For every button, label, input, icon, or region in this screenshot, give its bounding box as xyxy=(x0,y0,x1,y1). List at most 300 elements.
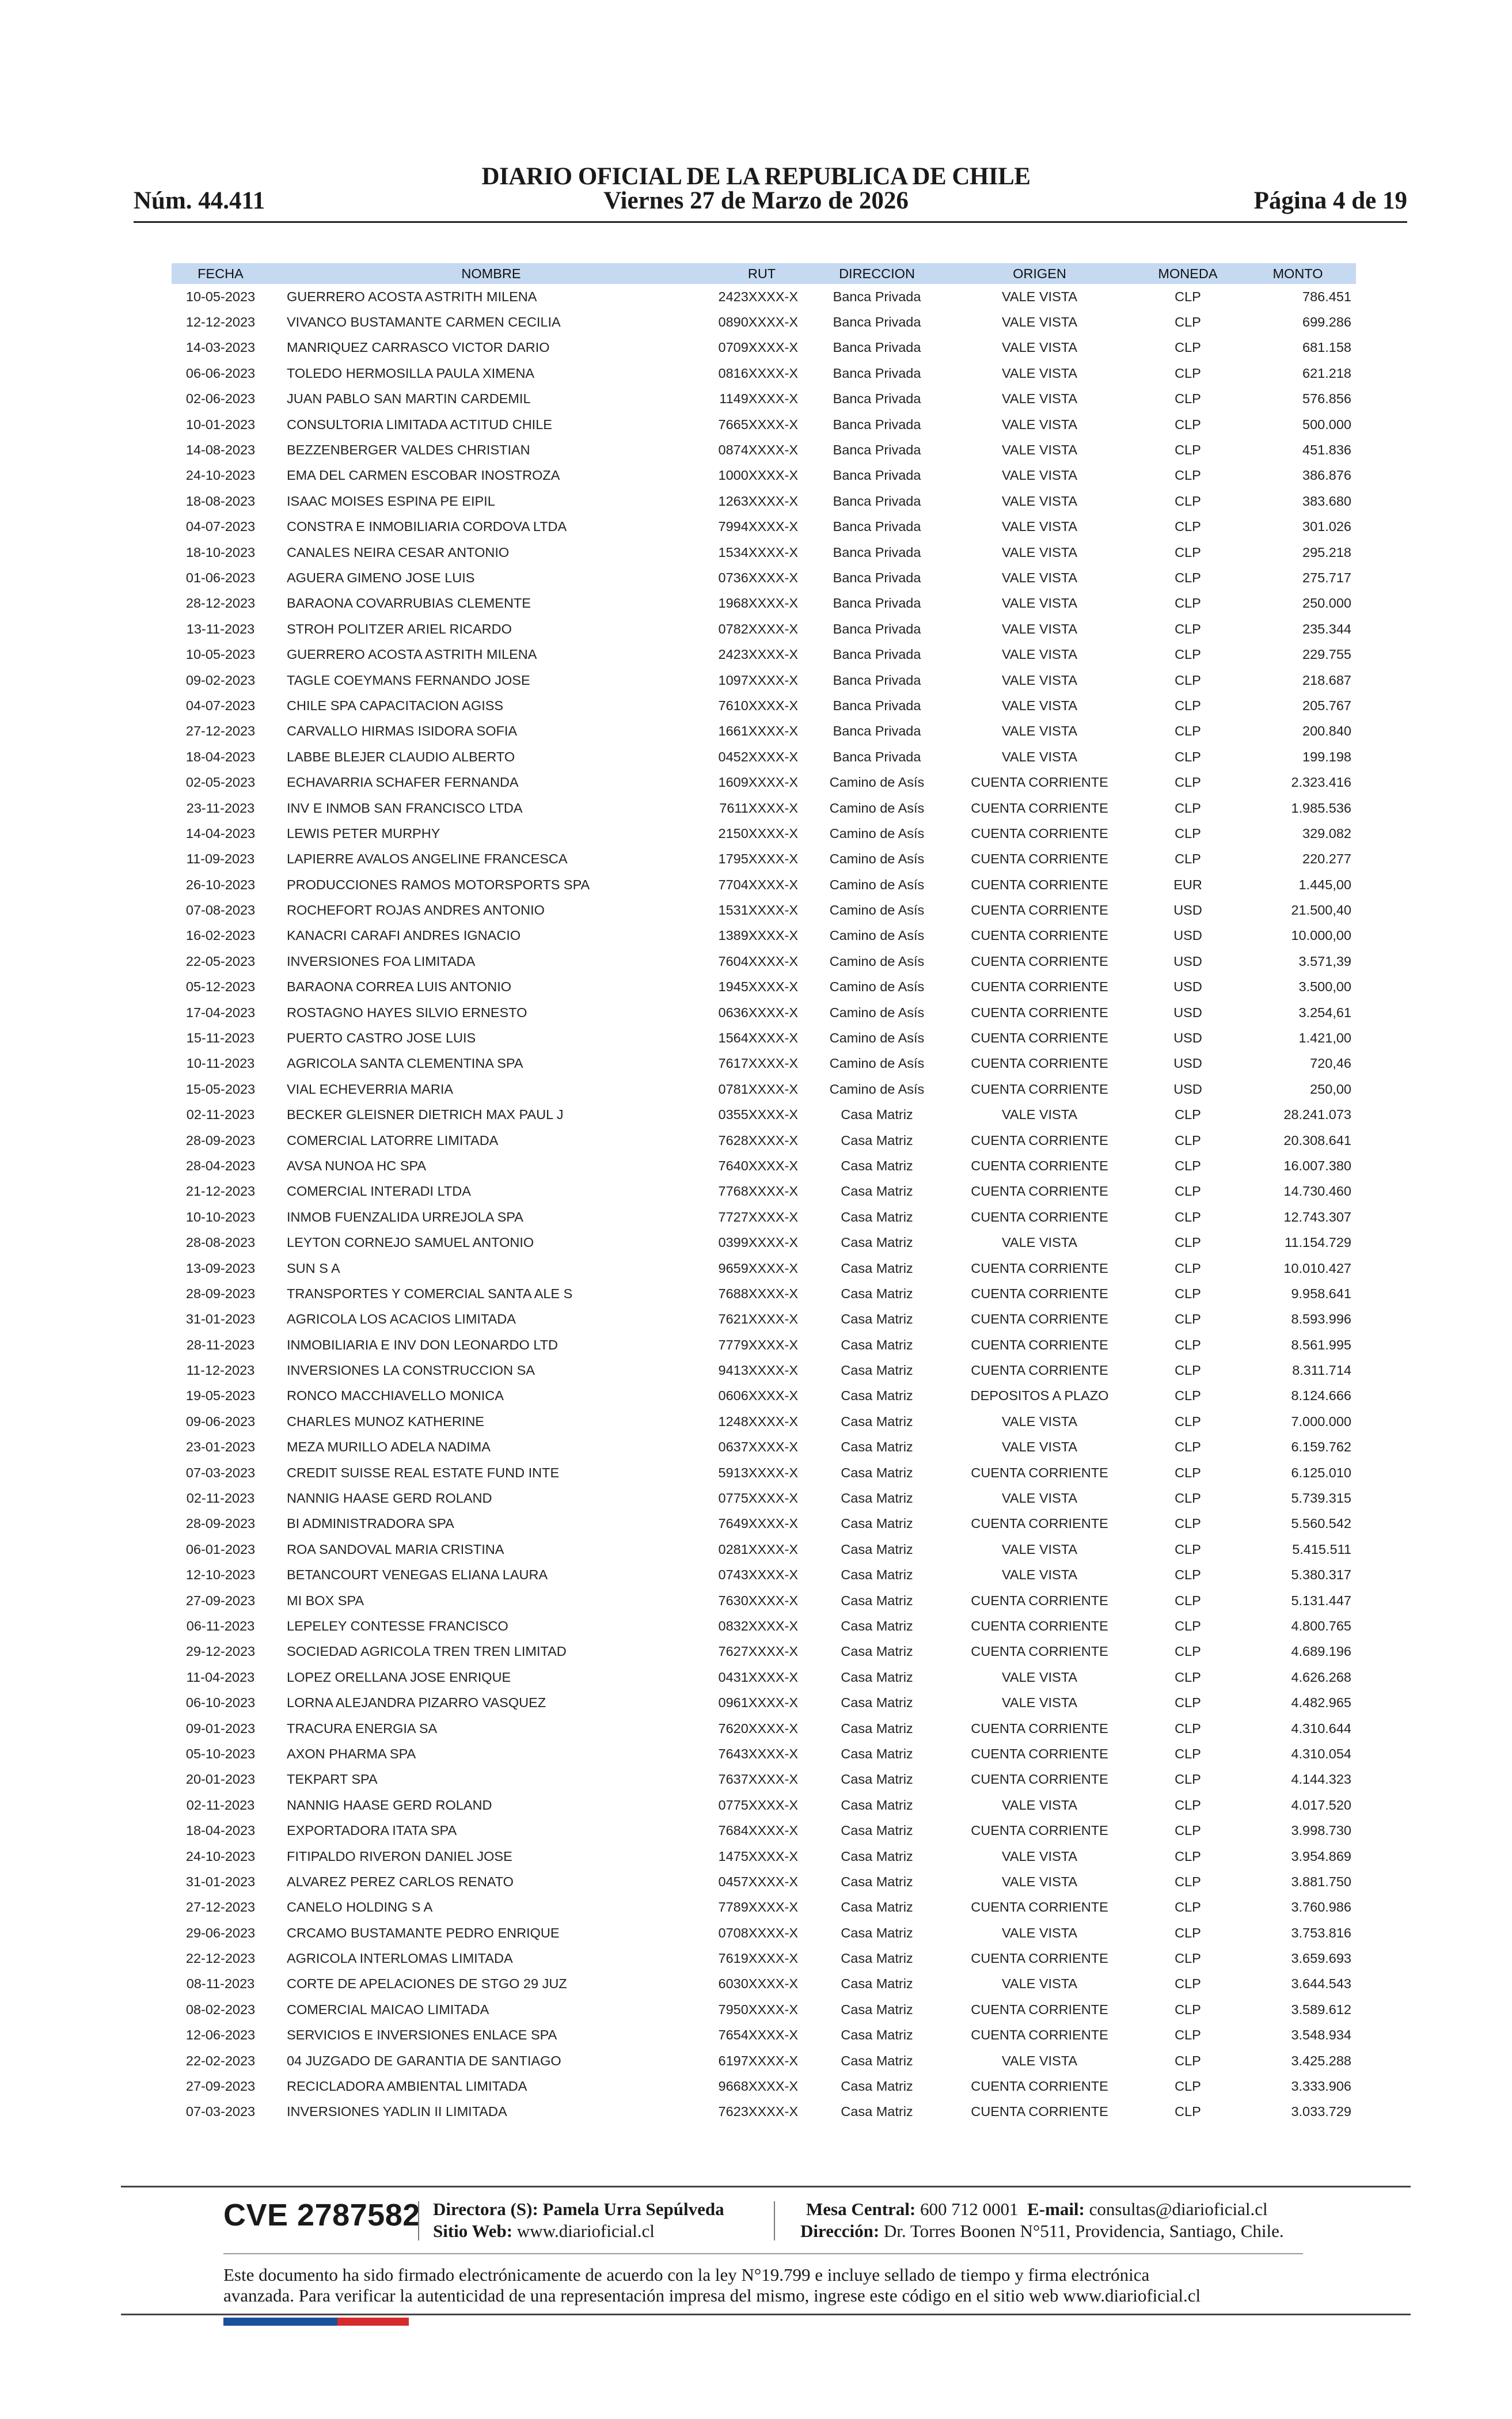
cell-origen: VALE VISTA xyxy=(1001,314,1078,330)
table-row xyxy=(172,1511,1356,1537)
cell-moneda: CLP xyxy=(1175,1465,1201,1480)
cell-origen: CUENTA CORRIENTE xyxy=(971,1516,1108,1531)
cell-direccion: Casa Matriz xyxy=(841,2001,913,2017)
table-row xyxy=(172,1153,1356,1178)
cell-nombre: PRODUCCIONES RAMOS MOTORSPORTS SPA xyxy=(287,877,590,892)
cell-direccion: Banca Privada xyxy=(833,289,921,304)
table-row xyxy=(172,821,1356,846)
column-header-rut: RUT xyxy=(747,266,776,281)
cell-monto: 301.026 xyxy=(1302,519,1351,534)
cell-monto: 3.425.288 xyxy=(1291,2053,1351,2068)
cell-direccion: Camino de Asís xyxy=(829,851,925,867)
table-row xyxy=(172,642,1356,667)
cell-direccion: Casa Matriz xyxy=(841,1311,913,1327)
cell-monto: 576.856 xyxy=(1302,391,1351,407)
cell-direccion: Banca Privada xyxy=(833,647,921,662)
cell-fecha: 02-05-2023 xyxy=(185,775,256,790)
cell-fecha: 05-12-2023 xyxy=(185,979,256,995)
cell-direccion: Banca Privada xyxy=(833,519,921,534)
cell-origen: CUENTA CORRIENTE xyxy=(971,928,1108,943)
cell-moneda: CLP xyxy=(1175,1772,1201,1787)
cell-origen: VALE VISTA xyxy=(1001,697,1078,713)
cell-origen: VALE VISTA xyxy=(1001,1235,1078,1250)
cell-rut: 7789XXXX-X xyxy=(718,1899,798,1915)
header-divider xyxy=(134,221,1407,223)
cell-rut: 7704XXXX-X xyxy=(718,877,798,892)
cell-nombre: AGUERA GIMENO JOSE LUIS xyxy=(287,570,475,585)
cell-origen: VALE VISTA xyxy=(1001,365,1078,381)
cell-direccion: Casa Matriz xyxy=(841,1618,913,1633)
cell-fecha: 13-09-2023 xyxy=(185,1260,256,1276)
cell-fecha: 31-01-2023 xyxy=(185,1874,256,1889)
cell-monto: 220.277 xyxy=(1302,851,1351,867)
cell-rut: 0736XXXX-X xyxy=(718,570,798,585)
cell-nombre: CANELO HOLDING S A xyxy=(287,1899,433,1915)
cell-rut: 0637XXXX-X xyxy=(718,1439,798,1455)
cell-nombre: ISAAC MOISES ESPINA PE EIPIL xyxy=(287,493,495,509)
table-row xyxy=(172,847,1356,872)
table-row xyxy=(172,923,1356,949)
directora-name: Pamela Urra Sepúlveda xyxy=(542,2199,724,2219)
cell-fecha: 17-04-2023 xyxy=(185,1004,256,1020)
cell-moneda: CLP xyxy=(1175,1260,1201,1276)
cell-direccion: Camino de Asís xyxy=(829,825,925,841)
cell-rut: 0281XXXX-X xyxy=(718,1541,798,1557)
cell-fecha: 14-08-2023 xyxy=(185,442,256,458)
cell-fecha: 02-11-2023 xyxy=(186,1491,255,1506)
cell-monto: 383.680 xyxy=(1302,493,1351,509)
directora-label: Directora (S): xyxy=(433,2199,538,2219)
cell-fecha: 28-12-2023 xyxy=(185,596,256,611)
cell-monto: 3.881.750 xyxy=(1291,1874,1351,1889)
cell-rut: 0781XXXX-X xyxy=(718,1081,798,1097)
table-row xyxy=(172,1256,1356,1281)
cell-nombre: CREDIT SUISSE REAL ESTATE FUND INTE xyxy=(287,1465,560,1480)
cell-fecha: 11-12-2023 xyxy=(186,1363,255,1378)
table-row xyxy=(172,1358,1356,1383)
footer-address xyxy=(800,2221,1284,2242)
table-row xyxy=(172,1409,1356,1434)
cell-fecha: 12-12-2023 xyxy=(185,314,256,330)
cell-nombre: MANRIQUEZ CARRASCO VICTOR DARIO xyxy=(287,340,550,355)
cell-moneda: CLP xyxy=(1175,1925,1201,1940)
cell-fecha: 10-01-2023 xyxy=(185,416,256,432)
cell-monto: 14.730.460 xyxy=(1283,1184,1351,1199)
cell-fecha: 13-11-2023 xyxy=(186,621,255,636)
cell-moneda: CLP xyxy=(1175,314,1201,330)
cell-monto: 8.561.995 xyxy=(1291,1337,1351,1352)
cell-rut: 1149XXXX-X xyxy=(719,391,798,407)
cell-rut: 1475XXXX-X xyxy=(718,1848,798,1864)
cell-moneda: CLP xyxy=(1175,800,1201,816)
cell-fecha: 29-06-2023 xyxy=(185,1925,256,1940)
cell-moneda: CLP xyxy=(1175,1158,1201,1173)
table-row xyxy=(172,1716,1356,1741)
table-row xyxy=(172,437,1356,462)
cell-nombre: BARAONA CORREA LUIS ANTONIO xyxy=(287,979,512,995)
column-header-nombre: NOMBRE xyxy=(461,266,521,281)
cell-origen: CUENTA CORRIENTE xyxy=(971,979,1108,995)
table-row xyxy=(172,1690,1356,1715)
cell-monto: 4.144.323 xyxy=(1291,1772,1351,1787)
cell-rut: 5913XXXX-X xyxy=(718,1465,798,1480)
cell-origen: DEPOSITOS A PLAZO xyxy=(970,1388,1109,1404)
table-row xyxy=(172,1971,1356,1997)
cell-moneda: CLP xyxy=(1175,1644,1201,1659)
table-row xyxy=(172,1613,1356,1639)
cell-moneda: CLP xyxy=(1175,1413,1201,1429)
cell-rut: 7688XXXX-X xyxy=(718,1286,798,1301)
table-row xyxy=(172,897,1356,923)
cell-origen: CUENTA CORRIENTE xyxy=(971,1951,1108,1966)
cell-fecha: 24-10-2023 xyxy=(185,1848,256,1864)
cell-origen: CUENTA CORRIENTE xyxy=(971,1260,1108,1276)
cell-moneda: CLP xyxy=(1175,2027,1201,2043)
cell-fecha: 11-09-2023 xyxy=(186,851,255,867)
cell-fecha: 11-04-2023 xyxy=(186,1669,255,1685)
table-row xyxy=(172,335,1356,361)
cell-rut: 1248XXXX-X xyxy=(718,1413,798,1429)
website-link[interactable]: www.diarioficial.cl xyxy=(516,2221,655,2241)
table-row xyxy=(172,309,1356,335)
cell-rut: 0743XXXX-X xyxy=(718,1567,798,1583)
cell-direccion: Casa Matriz xyxy=(841,1491,913,1506)
cell-nombre: FITIPALDO RIVERON DANIEL JOSE xyxy=(287,1848,512,1864)
table-row xyxy=(172,1051,1356,1076)
cell-direccion: Casa Matriz xyxy=(841,1848,913,1864)
cell-moneda: CLP xyxy=(1175,289,1201,304)
cell-fecha: 26-10-2023 xyxy=(185,877,256,892)
cell-nombre: CONSTRA E INMOBILIARIA CORDOVA LTDA xyxy=(287,519,567,534)
cell-monto: 3.571,39 xyxy=(1298,953,1351,969)
cell-origen: CUENTA CORRIENTE xyxy=(971,1030,1108,1046)
cell-nombre: CHILE SPA CAPACITACION AGISS xyxy=(287,697,504,713)
cell-direccion: Banca Privada xyxy=(833,697,921,713)
email-label: E-mail: xyxy=(1027,2199,1085,2219)
cell-monto: 250.000 xyxy=(1302,596,1351,611)
cell-direccion: Casa Matriz xyxy=(841,1874,913,1889)
cell-direccion: Casa Matriz xyxy=(841,1695,913,1711)
accounts-table-container xyxy=(172,263,1356,2125)
cell-origen: CUENTA CORRIENTE xyxy=(971,825,1108,841)
cell-fecha: 27-09-2023 xyxy=(185,2079,256,2094)
cell-fecha: 18-04-2023 xyxy=(185,1823,256,1838)
cell-direccion: Casa Matriz xyxy=(841,1413,913,1429)
cell-rut: 7617XXXX-X xyxy=(718,1056,798,1071)
cell-monto: 8.311.714 xyxy=(1292,1363,1351,1378)
cell-fecha: 29-12-2023 xyxy=(185,1644,256,1659)
cell-origen: VALE VISTA xyxy=(1001,672,1078,688)
cell-monto: 5.131.447 xyxy=(1291,1593,1351,1608)
cell-moneda: CLP xyxy=(1175,1669,1201,1685)
cell-fecha: 06-01-2023 xyxy=(185,1541,256,1557)
cell-moneda: CLP xyxy=(1175,1823,1201,1838)
cell-fecha: 10-05-2023 xyxy=(185,647,256,662)
cell-rut: 9659XXXX-X xyxy=(718,1260,798,1276)
cell-fecha: 02-06-2023 xyxy=(185,391,256,407)
footer-separator xyxy=(774,2201,775,2240)
cell-moneda: USD xyxy=(1173,1030,1202,1046)
email-link[interactable]: consultas@diarioficial.cl xyxy=(1089,2199,1268,2219)
cell-fecha: 07-03-2023 xyxy=(185,2104,256,2120)
cell-direccion: Camino de Asís xyxy=(829,1030,925,1046)
column-header-direccion: DIRECCION xyxy=(839,266,915,281)
cell-origen: CUENTA CORRIENTE xyxy=(971,1337,1108,1352)
cell-origen: VALE VISTA xyxy=(1001,442,1078,458)
cell-monto: 1.445,00 xyxy=(1298,877,1351,892)
cell-moneda: CLP xyxy=(1175,1899,1201,1915)
cell-origen: CUENTA CORRIENTE xyxy=(971,1056,1108,1071)
cell-monto: 4.310.644 xyxy=(1291,1720,1351,1736)
table-row xyxy=(172,2073,1356,2099)
cell-moneda: CLP xyxy=(1175,1439,1201,1455)
cell-monto: 295.218 xyxy=(1302,544,1351,560)
cell-moneda: USD xyxy=(1173,1081,1202,1097)
cell-direccion: Casa Matriz xyxy=(841,1516,913,1531)
cell-rut: 2423XXXX-X xyxy=(718,647,798,662)
cell-origen: CUENTA CORRIENTE xyxy=(971,1465,1108,1480)
cell-nombre: INVERSIONES LA CONSTRUCCION SA xyxy=(287,1363,535,1378)
publication-title: DIARIO OFICIAL DE LA REPUBLICA DE CHILE xyxy=(481,163,1031,190)
cell-monto: 21.500,40 xyxy=(1291,903,1351,918)
cell-moneda: USD xyxy=(1173,1004,1202,1020)
cell-nombre: BECKER GLEISNER DIETRICH MAX PAUL J xyxy=(287,1107,564,1123)
cell-nombre: ROCHEFORT ROJAS ANDRES ANTONIO xyxy=(287,903,545,918)
table-row xyxy=(172,1588,1356,1613)
table-row xyxy=(172,1332,1356,1358)
table-row xyxy=(172,1563,1356,1588)
cell-direccion: Casa Matriz xyxy=(841,1823,913,1838)
table-row xyxy=(172,1767,1356,1792)
cell-origen: CUENTA CORRIENTE xyxy=(971,1158,1108,1173)
cell-rut: 7665XXXX-X xyxy=(718,416,798,432)
cell-origen: CUENTA CORRIENTE xyxy=(971,903,1108,918)
cell-monto: 3.333.906 xyxy=(1291,2079,1351,2094)
cell-rut: 0832XXXX-X xyxy=(718,1618,798,1633)
cell-moneda: USD xyxy=(1173,979,1202,995)
table-row xyxy=(172,1844,1356,1869)
cell-origen: VALE VISTA xyxy=(1001,1695,1078,1711)
cell-origen: VALE VISTA xyxy=(1001,1797,1078,1813)
cell-fecha: 18-10-2023 xyxy=(185,544,256,560)
table-header-row xyxy=(172,263,1356,284)
cell-moneda: CLP xyxy=(1175,442,1201,458)
cell-monto: 3.644.543 xyxy=(1291,1976,1351,1992)
cell-fecha: 05-10-2023 xyxy=(185,1746,256,1761)
cell-origen: CUENTA CORRIENTE xyxy=(971,877,1108,892)
cell-direccion: Banca Privada xyxy=(833,314,921,330)
cell-monto: 229.755 xyxy=(1302,647,1351,662)
cell-direccion: Banca Privada xyxy=(833,493,921,509)
cell-fecha: 22-02-2023 xyxy=(185,2053,256,2068)
cell-nombre: TOLEDO HERMOSILLA PAULA XIMENA xyxy=(287,365,535,381)
cell-moneda: CLP xyxy=(1175,825,1201,841)
flag-stripe-blue xyxy=(223,2318,337,2326)
cell-nombre: INMOB FUENZALIDA URREJOLA SPA xyxy=(287,1209,523,1224)
cell-nombre: AGRICOLA SANTA CLEMENTINA SPA xyxy=(287,1056,523,1071)
cell-rut: 7611XXXX-X xyxy=(719,800,798,816)
table-row xyxy=(172,795,1356,821)
cell-nombre: NANNIG HAASE GERD ROLAND xyxy=(287,1491,492,1506)
cell-moneda: CLP xyxy=(1175,519,1201,534)
cell-origen: CUENTA CORRIENTE xyxy=(971,1720,1108,1736)
cell-monto: 3.659.693 xyxy=(1291,1951,1351,1966)
cell-moneda: CLP xyxy=(1175,1388,1201,1404)
cell-origen: VALE VISTA xyxy=(1001,1848,1078,1864)
cell-monto: 1.985.536 xyxy=(1291,800,1351,816)
cell-moneda: CLP xyxy=(1175,1976,1201,1992)
cell-origen: VALE VISTA xyxy=(1001,2053,1078,2068)
cell-rut: 0452XXXX-X xyxy=(718,749,798,764)
accounts-table xyxy=(172,263,1356,2125)
cell-rut: 9668XXXX-X xyxy=(718,2079,798,2094)
cell-nombre: COMERCIAL MAICAO LIMITADA xyxy=(287,2001,489,2017)
cell-rut: 0782XXXX-X xyxy=(718,621,798,636)
cell-origen: VALE VISTA xyxy=(1001,596,1078,611)
cell-moneda: CLP xyxy=(1175,468,1201,483)
website-label: Sitio Web: xyxy=(433,2221,513,2241)
cell-nombre: GUERRERO ACOSTA ASTRITH MILENA xyxy=(287,647,537,662)
cell-fecha: 14-03-2023 xyxy=(185,340,256,355)
cell-rut: 7621XXXX-X xyxy=(718,1311,798,1327)
cell-fecha: 28-04-2023 xyxy=(185,1158,256,1173)
cell-monto: 720,46 xyxy=(1310,1056,1351,1071)
cell-moneda: CLP xyxy=(1175,1337,1201,1352)
cell-origen: CUENTA CORRIENTE xyxy=(971,1286,1108,1301)
cell-origen: VALE VISTA xyxy=(1001,723,1078,739)
cell-direccion: Casa Matriz xyxy=(841,1235,913,1250)
cell-fecha: 15-05-2023 xyxy=(185,1081,256,1097)
table-row xyxy=(172,591,1356,616)
cell-nombre: INV E INMOB SAN FRANCISCO LTDA xyxy=(287,800,523,816)
cell-direccion: Camino de Asís xyxy=(829,775,925,790)
cell-moneda: USD xyxy=(1173,1056,1202,1071)
cell-nombre: CORTE DE APELACIONES DE STGO 29 JUZ xyxy=(287,1976,567,1992)
cell-fecha: 10-05-2023 xyxy=(185,289,256,304)
cell-rut: 1097XXXX-X xyxy=(718,672,798,688)
cell-monto: 235.344 xyxy=(1302,621,1351,636)
cell-monto: 699.286 xyxy=(1302,314,1351,330)
cell-nombre: BEZZENBERGER VALDES CHRISTIAN xyxy=(287,442,530,458)
cell-fecha: 24-10-2023 xyxy=(185,468,256,483)
cell-origen: VALE VISTA xyxy=(1001,1541,1078,1557)
cell-nombre: BI ADMINISTRADORA SPA xyxy=(287,1516,454,1531)
cell-monto: 1.421,00 xyxy=(1298,1030,1351,1046)
cell-nombre: AXON PHARMA SPA xyxy=(287,1746,416,1761)
cell-rut: 7640XXXX-X xyxy=(718,1158,798,1173)
cell-origen: CUENTA CORRIENTE xyxy=(971,2079,1108,2094)
cell-moneda: EUR xyxy=(1173,877,1202,892)
cell-moneda: USD xyxy=(1173,928,1202,943)
cell-rut: 0816XXXX-X xyxy=(718,365,798,381)
cell-moneda: CLP xyxy=(1175,596,1201,611)
cell-monto: 275.717 xyxy=(1302,570,1351,585)
cell-rut: 7627XXXX-X xyxy=(718,1644,798,1659)
table-row xyxy=(172,1869,1356,1894)
cell-direccion: Banca Privada xyxy=(833,391,921,407)
cell-rut: 6197XXXX-X xyxy=(718,2053,798,2068)
cell-nombre: BETANCOURT VENEGAS ELIANA LAURA xyxy=(287,1567,548,1583)
cell-rut: 7779XXXX-X xyxy=(718,1337,798,1352)
cell-fecha: 27-12-2023 xyxy=(185,723,256,739)
cell-nombre: JUAN PABLO SAN MARTIN CARDEMIL xyxy=(287,391,531,407)
cell-direccion: Casa Matriz xyxy=(841,1720,913,1736)
cell-origen: CUENTA CORRIENTE xyxy=(971,1132,1108,1148)
cell-moneda: CLP xyxy=(1175,1491,1201,1506)
table-row xyxy=(172,668,1356,693)
cell-fecha: 23-01-2023 xyxy=(185,1439,256,1455)
cell-moneda: CLP xyxy=(1175,365,1201,381)
cell-monto: 3.753.816 xyxy=(1291,1925,1351,1940)
cell-monto: 451.836 xyxy=(1302,442,1351,458)
cell-fecha: 09-06-2023 xyxy=(185,1413,256,1429)
cell-monto: 3.998.730 xyxy=(1291,1823,1351,1838)
table-row xyxy=(172,1460,1356,1485)
cell-nombre: LABBE BLEJER CLAUDIO ALBERTO xyxy=(287,749,515,764)
cell-direccion: Casa Matriz xyxy=(841,1567,913,1583)
cell-monto: 12.743.307 xyxy=(1283,1209,1351,1224)
cell-rut: 1531XXXX-X xyxy=(718,903,798,918)
cell-rut: 1000XXXX-X xyxy=(718,468,798,483)
cell-origen: VALE VISTA xyxy=(1001,749,1078,764)
cell-monto: 4.800.765 xyxy=(1291,1618,1351,1633)
cell-direccion: Camino de Asís xyxy=(829,979,925,995)
cell-monto: 5.415.511 xyxy=(1292,1541,1351,1557)
table-row xyxy=(172,1000,1356,1025)
table-row xyxy=(172,744,1356,769)
cell-nombre: AVSA NUNOA HC SPA xyxy=(287,1158,427,1173)
cell-fecha: 28-09-2023 xyxy=(185,1132,256,1148)
cell-rut: 0775XXXX-X xyxy=(718,1491,798,1506)
flag-stripe-red xyxy=(337,2318,409,2326)
cell-monto: 3.589.612 xyxy=(1291,2001,1351,2017)
cell-fecha: 18-04-2023 xyxy=(185,749,256,764)
cell-origen: VALE VISTA xyxy=(1001,1874,1078,1889)
table-row xyxy=(172,1102,1356,1128)
table-row xyxy=(172,2099,1356,2125)
table-row xyxy=(172,1920,1356,1946)
cell-origen: VALE VISTA xyxy=(1001,1925,1078,1940)
table-row xyxy=(172,412,1356,437)
cell-nombre: LEWIS PETER MURPHY xyxy=(287,825,440,841)
cell-direccion: Camino de Asís xyxy=(829,800,925,816)
table-body xyxy=(172,284,1356,2125)
footer-contact xyxy=(806,2199,1268,2220)
table-row xyxy=(172,361,1356,386)
cell-direccion: Camino de Asís xyxy=(829,903,925,918)
cell-direccion: Casa Matriz xyxy=(841,2104,913,2120)
cell-direccion: Banca Privada xyxy=(833,416,921,432)
cell-rut: 1968XXXX-X xyxy=(718,596,798,611)
cell-nombre: ECHAVARRIA SCHAFER FERNANDA xyxy=(287,775,519,790)
cell-nombre: INVERSIONES YADLIN II LIMITADA xyxy=(287,2104,507,2120)
cell-fecha: 08-02-2023 xyxy=(185,2001,256,2017)
table-row xyxy=(172,1665,1356,1690)
cell-direccion: Casa Matriz xyxy=(841,1951,913,1966)
footer-website xyxy=(433,2221,655,2242)
table-row xyxy=(172,1281,1356,1306)
cell-nombre: SUN S A xyxy=(287,1260,340,1276)
cell-monto: 5.560.542 xyxy=(1291,1516,1351,1531)
cell-moneda: CLP xyxy=(1175,1286,1201,1301)
cell-nombre: TEKPART SPA xyxy=(287,1772,378,1787)
cell-moneda: CLP xyxy=(1175,1618,1201,1633)
cell-monto: 205.767 xyxy=(1302,697,1351,713)
footer-divider-top xyxy=(121,2186,1411,2187)
cell-direccion: Banca Privada xyxy=(833,365,921,381)
cell-moneda: CLP xyxy=(1175,2001,1201,2017)
cell-nombre: AGRICOLA INTERLOMAS LIMITADA xyxy=(287,1951,513,1966)
